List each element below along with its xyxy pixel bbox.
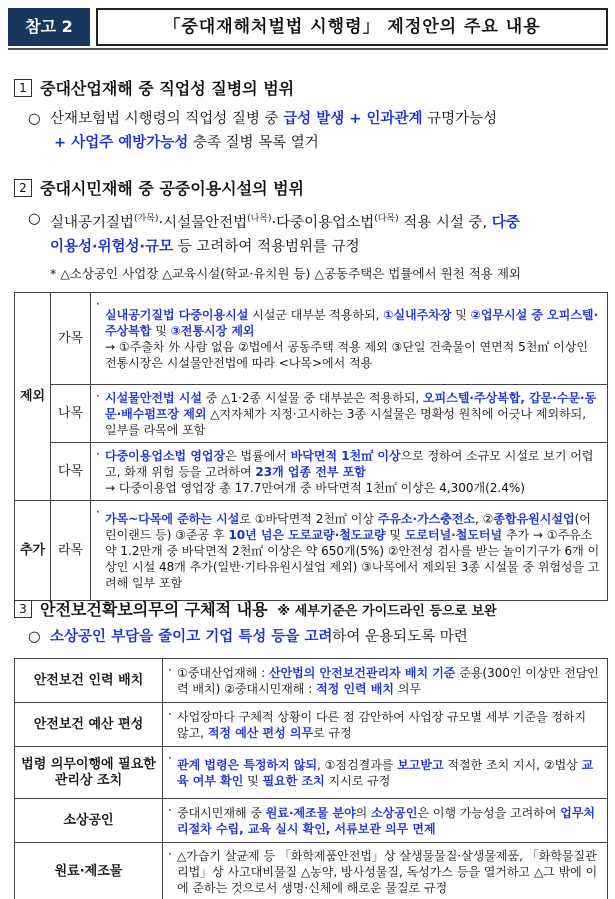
text: 관계 법령은 특정하지 않되 <box>177 757 318 772</box>
text: 로 ①바닥면적 2천㎡ 이상 <box>239 511 378 526</box>
text: 시설물안전법 시설 <box>105 390 202 405</box>
bullet-icon: ○ <box>28 111 41 127</box>
text: 다중 <box>491 214 520 231</box>
text: (다목) <box>374 214 399 224</box>
text: 산안법의 안전보건관리자 배치 기준 <box>268 665 456 680</box>
bullet-icon: ○ <box>28 211 41 227</box>
text: 추가 → ①주유소 약 1.2만개 중 바닥면적 2천㎡ 이상은 약 650개(5%) ②안전성 검사를 받는 놀이기구가 6개 이상인 시설 48개 추가(일반·기타유원시설업 제외) ③나목에서 제외된 3종 시설물 중 위험성을 고려해 일부 포함 <box>105 527 600 590</box>
header-divider <box>8 48 608 50</box>
header <box>8 8 608 48</box>
text: 은 이행 가능성을 고려하여 <box>417 805 561 820</box>
text: 중 △1·2종 시설물 중 대부분은 적용하되, <box>201 390 424 405</box>
row-content <box>91 501 608 601</box>
text: 업무처리절차 수립, 교육 실시 확인, 서류보관 의무 면제 <box>177 805 596 836</box>
section-3-note: ※ 세부기준은 가이드라인 등으로 보완 <box>277 604 497 619</box>
text: (나목) <box>247 214 272 224</box>
row-label: 가목 <box>51 293 91 385</box>
text: 실내공기질법 다중이용시설 <box>105 307 249 322</box>
table-row <box>15 799 608 843</box>
section-1-heading <box>14 76 294 99</box>
row-content <box>91 293 608 385</box>
section-1-number: 1 <box>14 79 32 97</box>
text: 시설군 대부분 적용하되, <box>248 307 384 322</box>
bullet-icon: · <box>168 803 172 817</box>
text: 및 <box>243 773 263 788</box>
text: 원료·제조물 분야 <box>265 805 356 820</box>
table-row <box>15 501 608 601</box>
table-row <box>15 747 608 799</box>
text: 적용 시설 중, <box>398 214 492 231</box>
text: (어린이랜드 등) ③준공 후 <box>105 511 591 542</box>
text: 충족 질병 목록 열거 <box>188 135 319 151</box>
text: 및 <box>151 323 171 338</box>
text: 바닥면적 1천㎡ 이상 <box>290 448 401 463</box>
text: 등 고려하여 적용범위를 규정 <box>173 238 360 255</box>
text: 교육 여부 확인 <box>177 757 594 788</box>
text: 의무 <box>394 681 421 696</box>
text: 준용(300인 이상만 전담인력 배치) ②중대시민재해 : <box>177 665 599 696</box>
text: + <box>54 135 72 151</box>
text: 필요한 조치 <box>262 773 325 788</box>
text: 10년 넘은 도로교량·철도교량 <box>228 527 386 542</box>
text: 로 규정 <box>313 725 352 740</box>
row-label: 라목 <box>51 501 91 601</box>
text: ·시설물안전법 <box>158 214 248 231</box>
section-2-footnote: * △소상공인 사업장 △교육시설(학교·유치원 등) △공동주택은 법률에서 원천 적용 제외 <box>50 266 521 281</box>
text: 지시로 규정 <box>324 773 391 788</box>
section-3-paragraph <box>28 625 610 649</box>
bullet-icon: · <box>96 505 100 519</box>
text: 종합유원시설업 <box>493 511 575 526</box>
row-label: 나목 <box>51 385 91 443</box>
page-title: 「중대재해처벌법 시행령」 제정안의 주요 내용 <box>96 8 608 46</box>
text: (가목) <box>134 214 159 224</box>
table-row <box>15 443 608 501</box>
table-row <box>15 703 608 747</box>
row-content <box>163 799 608 843</box>
text: ②업무시설 중 <box>470 307 548 322</box>
section-2-paragraph <box>28 207 610 259</box>
text: 사업장마다 구체적 상황이 다른 점 감안하여 사업장 규모별 세부 기준을 정하지 않고, <box>177 709 587 740</box>
row-label: 다목 <box>51 443 91 501</box>
safety-obligation-table <box>14 658 608 899</box>
text: 오피스텔·주상복합, 갑문·수문·동문·배수펌프장 제외 <box>105 390 597 421</box>
bullet-icon: · <box>168 847 172 861</box>
row-content <box>91 443 608 501</box>
text: 오피스텔·주상복합 <box>105 307 599 338</box>
row-header: 안전보건 인력 배치 <box>15 659 163 703</box>
table-row <box>15 293 608 385</box>
section-2-title: 중대시민재해 중 공중이용시설의 범위 <box>40 179 305 198</box>
row-content <box>163 703 608 747</box>
text: 및 <box>385 527 405 542</box>
text: 의 <box>355 805 372 820</box>
text: + <box>344 111 367 127</box>
text: 및 <box>451 307 471 322</box>
text: 23개 업종 전부 포함 <box>255 464 366 479</box>
table-row <box>15 659 608 703</box>
text: 으로 정하여 소규모 시설로 보기 어렵고, 화재 위험 등을 고려하여 <box>105 448 594 479</box>
text: ①실내주차장 <box>383 307 452 322</box>
table-row <box>15 843 608 899</box>
text: → ①주출차 外 사람 없음 ②법에서 공동주택 적용 제외 ③단일 건축물이 연면적 5천㎡ 이상인 전통시장은 시설물안전법에 따라 <나목>에서 적용 <box>105 339 588 370</box>
bullet-icon: · <box>168 707 172 721</box>
text: 실내공기질법 <box>50 214 135 231</box>
table-row <box>15 385 608 443</box>
group-add-cell: 추가 <box>15 501 51 601</box>
row-header: 법령 의무이행에 필요한 관리상 조치 <box>15 747 163 799</box>
text: , ② <box>475 511 494 526</box>
text: △가습기 살균제 등 「화학제품안전법」상 살생물물질·살생물제품, 「화학물질관리법」상 사고대비물질 △농약, 방사성물질, 독성가스 등을 열거하고 △그 밖에 이에 준하는 것으로서 생명·신체에 해로운 물질로 규정 <box>177 848 598 895</box>
row-content <box>91 385 608 443</box>
section-2-number: 2 <box>14 179 32 197</box>
section-2-heading <box>14 176 304 199</box>
row-header: 소상공인 <box>15 799 163 843</box>
bullet-icon: · <box>96 447 100 461</box>
text: 이용성·위험성·규모 <box>50 238 174 255</box>
text: , ①점검결과를 <box>317 757 398 772</box>
bullet-icon: · <box>168 751 172 765</box>
text: 소상공인 부담을 줄이고 기업 특성 등을 고려 <box>50 629 333 645</box>
facility-scope-table <box>14 292 608 601</box>
text: △지자체가 지정·고시하는 3종 시설물은 명확성 원칙에 어긋나 제외하되, 일부를 라목에 포함 <box>105 406 587 437</box>
text: 중대시민재해 중 <box>177 805 266 820</box>
bullet-icon: · <box>96 389 100 403</box>
section-3-number: 3 <box>14 600 32 618</box>
text: ·다중이용업소법 <box>271 214 375 231</box>
section-1-paragraph <box>28 107 610 155</box>
text: 산재보험법 시행령의 직업성 질병 중 <box>50 111 284 127</box>
text: 적정 인력 배치 <box>316 681 394 696</box>
text: ③전통시장 제외 <box>170 323 255 338</box>
reference-badge: 참고 2 <box>8 8 90 46</box>
text: 주유소·가스충전소 <box>377 511 476 526</box>
text: 적정 예산 편성 의무 <box>207 725 314 740</box>
group-exclude-cell: 제외 <box>15 293 51 501</box>
bullet-icon: ○ <box>28 629 41 645</box>
text: 다중이용업소법 영업장 <box>105 448 226 463</box>
highlight-acute: 급성 발생 <box>283 111 345 127</box>
row-content <box>163 843 608 899</box>
row-header: 안전보건 예산 편성 <box>15 703 163 747</box>
text: → 다중이용업 영업장 총 17.7만여개 중 바닥면적 1천㎡ 이상은 4,300개(2.4%) <box>105 480 525 495</box>
highlight-preventability: 사업주 예방가능성 <box>71 135 189 151</box>
highlight-causality: 인과관계 <box>366 111 423 127</box>
bullet-icon: · <box>168 663 172 677</box>
text: 적절한 조치 지시, ②법상 <box>443 757 582 772</box>
text: 은 법률에서 <box>225 448 291 463</box>
row-header: 원료·제조물 <box>15 843 163 899</box>
section-3-title: 안전보건확보의무의 구체적 내용 <box>40 600 268 619</box>
text: 가목~다목에 준하는 시설 <box>105 511 240 526</box>
text: ①중대산업재해 : <box>177 665 269 680</box>
bullet-icon: · <box>96 297 100 311</box>
section-1-title: 중대산업재해 중 직업성 질병의 범위 <box>40 79 295 98</box>
row-content <box>163 747 608 799</box>
text: 보고받고 <box>397 757 444 772</box>
row-content <box>163 659 608 703</box>
text: 도로터널·철도터널 <box>404 527 503 542</box>
text: 하여 운용되도록 마련 <box>332 629 468 645</box>
text: 소상공인 <box>371 805 418 820</box>
section-3-heading <box>14 597 497 620</box>
text: 규명가능성 <box>422 111 498 127</box>
